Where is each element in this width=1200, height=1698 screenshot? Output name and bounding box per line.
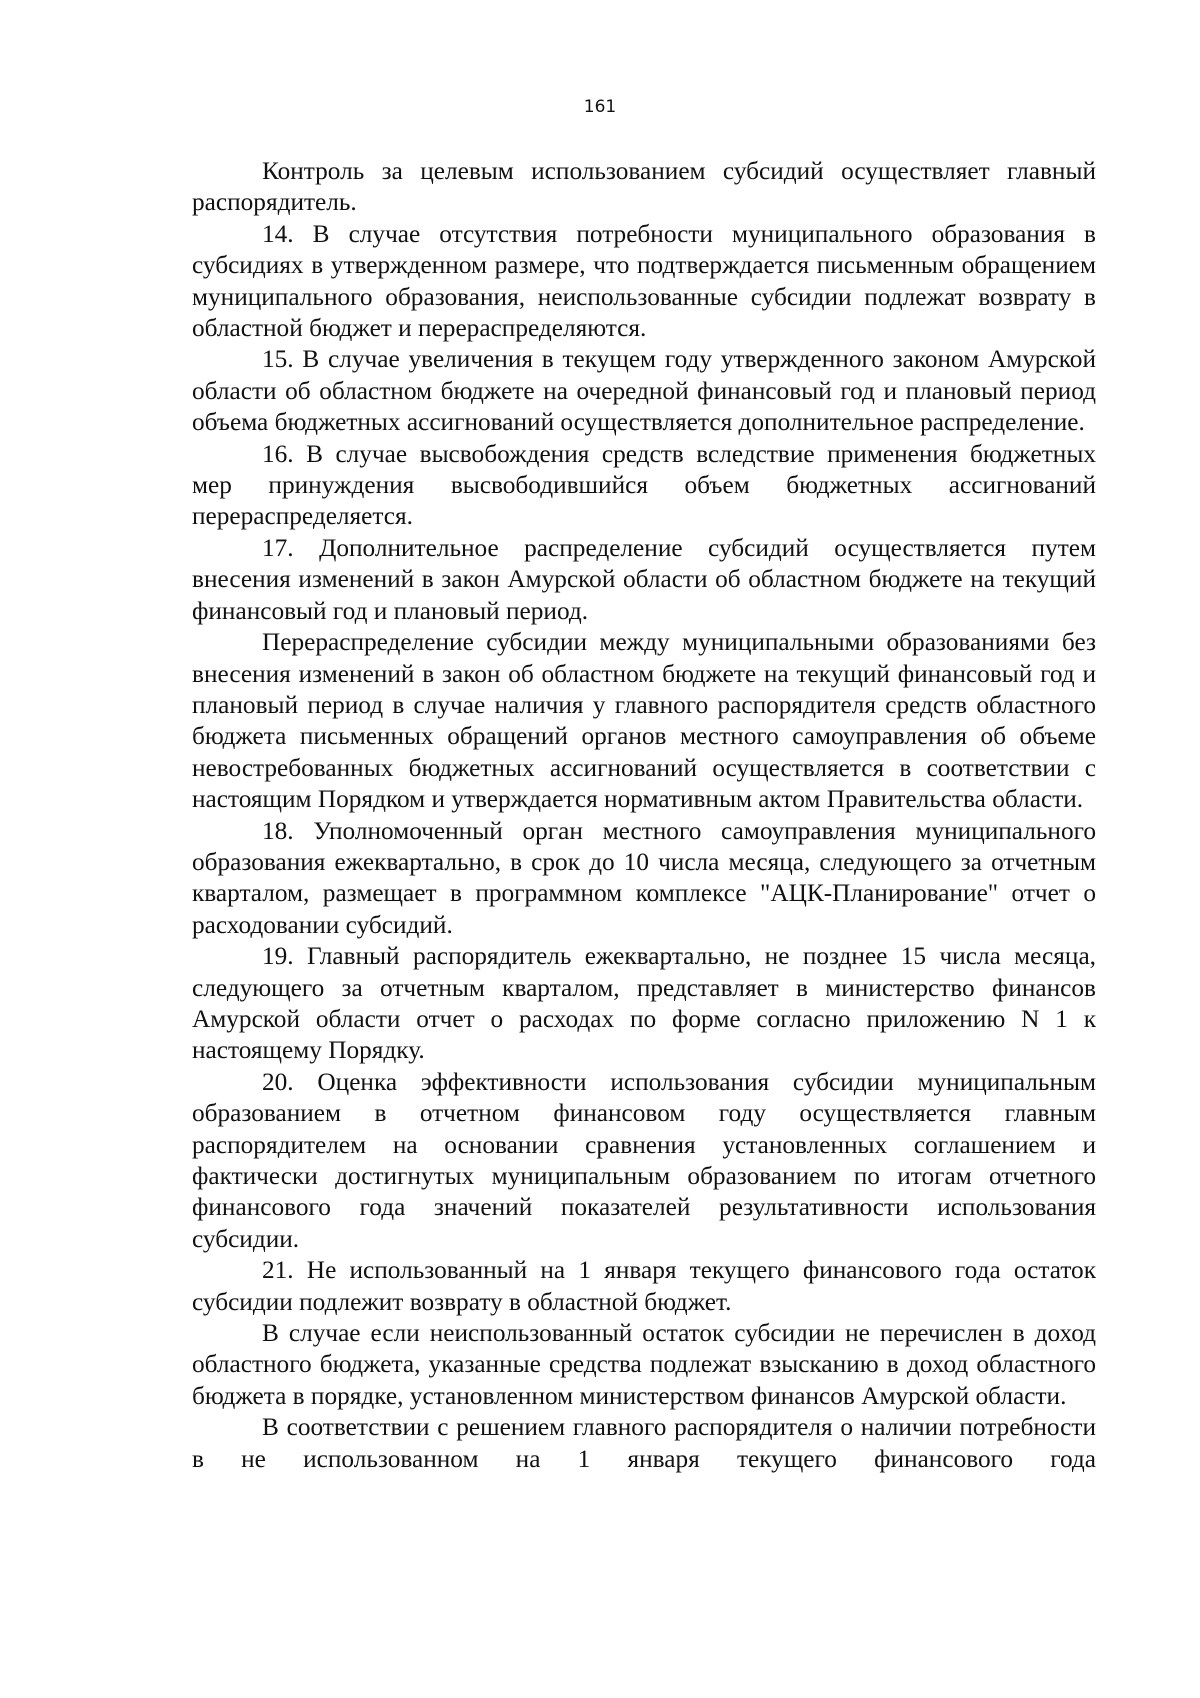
page-number: 161: [583, 97, 617, 117]
paragraph-20: 20. Оценка эффективности использования субсидии муниципальным образованием в отчетном финансовом году осуществляется главным распорядителем на основании сравнения установленных соглашением и фактически достигнутых муниципальным образованием по итогам отчетного финансового года значений показателей результативности использования субсидии.: [192, 1067, 1096, 1253]
paragraph-redistribution: Перераспределение субсидии между муниципальными образованиями без внесения изменений в закон об областном бюджете на текущий финансовый год и плановый период в случае наличия у главного распорядителя средств областного бюджета письменных обращений органов местного самоуправления об объеме невостребованных бюджетных ассигнований осуществляется в соответствии с настоящим Порядком и утверждается нормативным актом Правительства области.: [192, 628, 1096, 814]
paragraph-16: 16. В случае высвобождения средств вследствие применения бюджетных мер принуждения высвободившийся объем бюджетных ассигнований перераспределяется.: [192, 439, 1096, 531]
document-body: [192, 156, 1096, 1475]
paragraph-19: 19. Главный распорядитель ежеквартально, не позднее 15 числа месяца, следующего за отчетным кварталом, представляет в министерство финансов Амурской области отчет о расходах по форме согласно приложению N 1 к настоящему Порядку.: [192, 942, 1096, 1065]
paragraph-18: 18. Уполномоченный орган местного самоуправления муниципального образования ежеквартально, в срок до 10 числа месяца, следующего за отчетным кварталом, размещает в программном комплексе "АЦК-Планирование" отчет о расходовании субсидий.: [192, 816, 1096, 939]
paragraph-17: 17. Дополнительное распределение субсидий осуществляется путем внесения изменений в закон Амурской области об областном бюджете на текущий финансовый год и плановый период.: [192, 533, 1096, 625]
paragraph-14: 14. В случае отсутствия потребности муниципального образования в субсидиях в утвержденном размере, что подтверждается письменным обращением муниципального образования, неиспользованные субсидии подлежат возврату в областной бюджет и перераспределяются.: [192, 219, 1096, 343]
paragraph-control: Контроль за целевым использованием субсидий осуществляет главный распорядитель.: [192, 157, 1096, 217]
paragraph-21: 21. Не использованный на 1 января текущего финансового года остаток субсидии подлежит возврату в областной бюджет.: [192, 1256, 1096, 1316]
paragraph-15: 15. В случае увеличения в текущем году утвержденного законом Амурской области об областном бюджете на очередной финансовый год и плановый период объема бюджетных ассигнований осуществляется дополнительное распределение.: [192, 345, 1096, 437]
paragraph-recovery: В случае если неиспользованный остаток субсидии не перечислен в доход областного бюджета, указанные средства подлежат взысканию в доход областного бюджета в порядке, установленном министерством финансов Амурской области.: [192, 1319, 1096, 1410]
paragraph-decision: В соответствии с решением главного распорядителя о наличии потребности в не использованном на 1 января текущего финансового года: [192, 1413, 1096, 1473]
